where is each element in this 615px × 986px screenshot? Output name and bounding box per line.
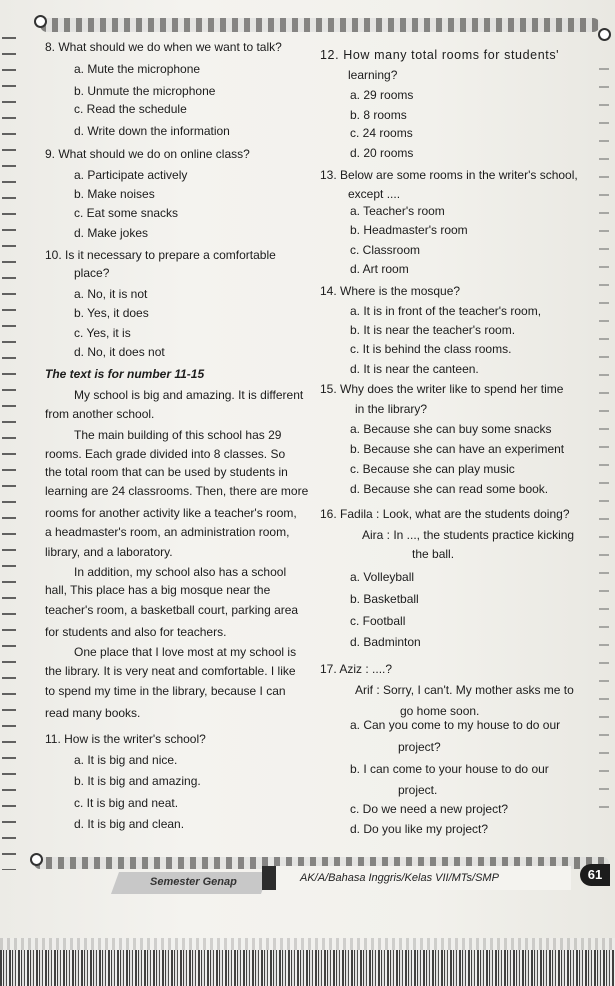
dialogue-line: the ball. <box>412 547 455 561</box>
option-d: d. No, it does not <box>74 345 165 359</box>
passage-line: The main building of this school has 29 <box>74 428 282 442</box>
option-b: b. Unmute the microphone <box>74 84 216 98</box>
option-b: b. It is big and amazing. <box>74 774 201 788</box>
question-stem-continued: in the library? <box>355 402 428 416</box>
passage-line: hall, This place has a big mosque near the <box>45 583 271 597</box>
question-stem-continued: place? <box>74 266 110 280</box>
question-stem: 17. Aziz : ....? <box>320 662 393 676</box>
page-edge-pattern <box>0 938 615 950</box>
border-dot-icon <box>30 853 43 866</box>
reading-text-heading: The text is for number 11-15 <box>45 367 205 381</box>
question-stem: 10. Is it necessary to prepare a comfortable <box>45 248 276 262</box>
option-c: c. It is big and neat. <box>74 796 179 810</box>
option-d: d. Make jokes <box>74 226 149 240</box>
passage-line: a headmaster's room, an administration room, <box>45 525 290 539</box>
passage-line: rooms for another activity like a teacher's room, <box>45 506 297 520</box>
option-d: d. Because she can read some book. <box>350 482 549 496</box>
dialogue-line: Aira : In ..., the students practice kicking <box>362 528 575 542</box>
binding-rings-right <box>599 60 609 820</box>
dialogue-line: Arif : Sorry, I can't. My mother asks me to <box>355 683 574 697</box>
option-d: d. Badminton <box>350 635 421 649</box>
page-number: 61 <box>580 864 610 886</box>
option-c: c. It is behind the class rooms. <box>350 342 512 356</box>
question-stem: 16. Fadila : Look, what are the students doing? <box>320 507 570 521</box>
question-stem-continued: except .... <box>348 187 401 201</box>
dialogue-line: go home soon. <box>400 704 480 718</box>
option-a: a. Volleyball <box>350 570 415 584</box>
question-stem: 13. Below are some rooms in the writer's school, <box>320 168 578 182</box>
option-d: d. Do you like my project? <box>350 822 489 836</box>
question-stem: 15. Why does the writer like to spend her time <box>320 382 564 396</box>
option-d: d. It is big and clean. <box>74 817 185 831</box>
option-a: a. Mute the microphone <box>74 62 201 76</box>
passage-line: In addition, my school also has a school <box>74 565 287 579</box>
question-stem-continued: learning? <box>348 68 398 82</box>
option-b: b. Make noises <box>74 187 155 201</box>
question-stem: 12. How many total rooms for students' <box>320 48 560 62</box>
passage-line: rooms. Each grade divided into 8 classes. So <box>45 447 286 461</box>
option-b: b. Headmaster's room <box>350 223 468 237</box>
passage-line: My school is big and amazing. It is different <box>74 388 304 402</box>
passage-line: learning are 24 classrooms. Then, there are more <box>45 484 309 498</box>
option-b: b. It is near the teacher's room. <box>350 323 516 337</box>
passage-line: One place that I love most at my school is <box>74 645 297 659</box>
option-a: a. 29 rooms <box>350 88 414 102</box>
option-a: a. Participate actively <box>74 168 188 182</box>
border-dot-icon <box>34 15 47 28</box>
option-b: b. Because she can have an experiment <box>350 442 565 456</box>
passage-line: the total room that can be used by students in <box>45 465 288 479</box>
top-decorative-border <box>40 18 600 32</box>
passage-line: from another school. <box>45 407 155 421</box>
option-c: c. Yes, it is <box>74 326 131 340</box>
option-a: a. No, it is not <box>74 287 148 301</box>
option-a: a. Because she can buy some snacks <box>350 422 552 436</box>
option-d: d. Write down the information <box>74 124 230 138</box>
passage-line: the library. It is very neat and comfortable. I like <box>45 664 296 678</box>
binding-rings-left <box>2 30 16 870</box>
page-edge-pattern <box>0 950 615 986</box>
option-c: c. Read the schedule <box>74 102 187 116</box>
option-d: d. It is near the canteen. <box>350 362 479 376</box>
question-stem: 8. What should we do when we want to talk? <box>45 40 282 54</box>
passage-line: for students and also for teachers. <box>45 625 227 639</box>
passage-line: read many books. <box>45 706 141 720</box>
passage-line: library, and a laboratory. <box>45 545 173 559</box>
option-c: c. Football <box>350 614 406 628</box>
option-a: a. Can you come to my house to do our <box>350 718 561 732</box>
question-stem: 11. How is the writer's school? <box>45 732 206 746</box>
course-label: AK/A/Bahasa Inggris/Kelas VII/MTs/SMP <box>300 872 499 884</box>
option-a-continued: project? <box>398 740 441 754</box>
option-c: c. 24 rooms <box>350 126 413 140</box>
option-d: d. Art room <box>350 262 409 276</box>
option-c: c. Because she can play music <box>350 462 515 476</box>
option-c: c. Eat some snacks <box>74 206 179 220</box>
passage-line: to spend my time in the library, because I can <box>45 684 286 698</box>
passage-line: teacher's room, a basketball court, parking area <box>45 603 299 617</box>
border-dot-icon <box>598 28 611 41</box>
option-b-continued: project. <box>398 783 438 797</box>
option-a: a. It is in front of the teacher's room, <box>350 304 542 318</box>
option-d: d. 20 rooms <box>350 146 414 160</box>
option-c: c. Classroom <box>350 243 421 257</box>
option-b: b. 8 rooms <box>350 108 407 122</box>
option-b: b. Basketball <box>350 592 419 606</box>
option-a: a. Teacher's room <box>350 204 445 218</box>
question-stem: 14. Where is the mosque? <box>320 284 461 298</box>
semester-label: Semester Genap <box>150 876 237 888</box>
question-stem: 9. What should we do on online class? <box>45 147 250 161</box>
option-a: a. It is big and nice. <box>74 753 178 767</box>
option-c: c. Do we need a new project? <box>350 802 509 816</box>
option-b: b. Yes, it does <box>74 306 149 320</box>
option-b: b. I can come to your house to do our <box>350 762 549 776</box>
